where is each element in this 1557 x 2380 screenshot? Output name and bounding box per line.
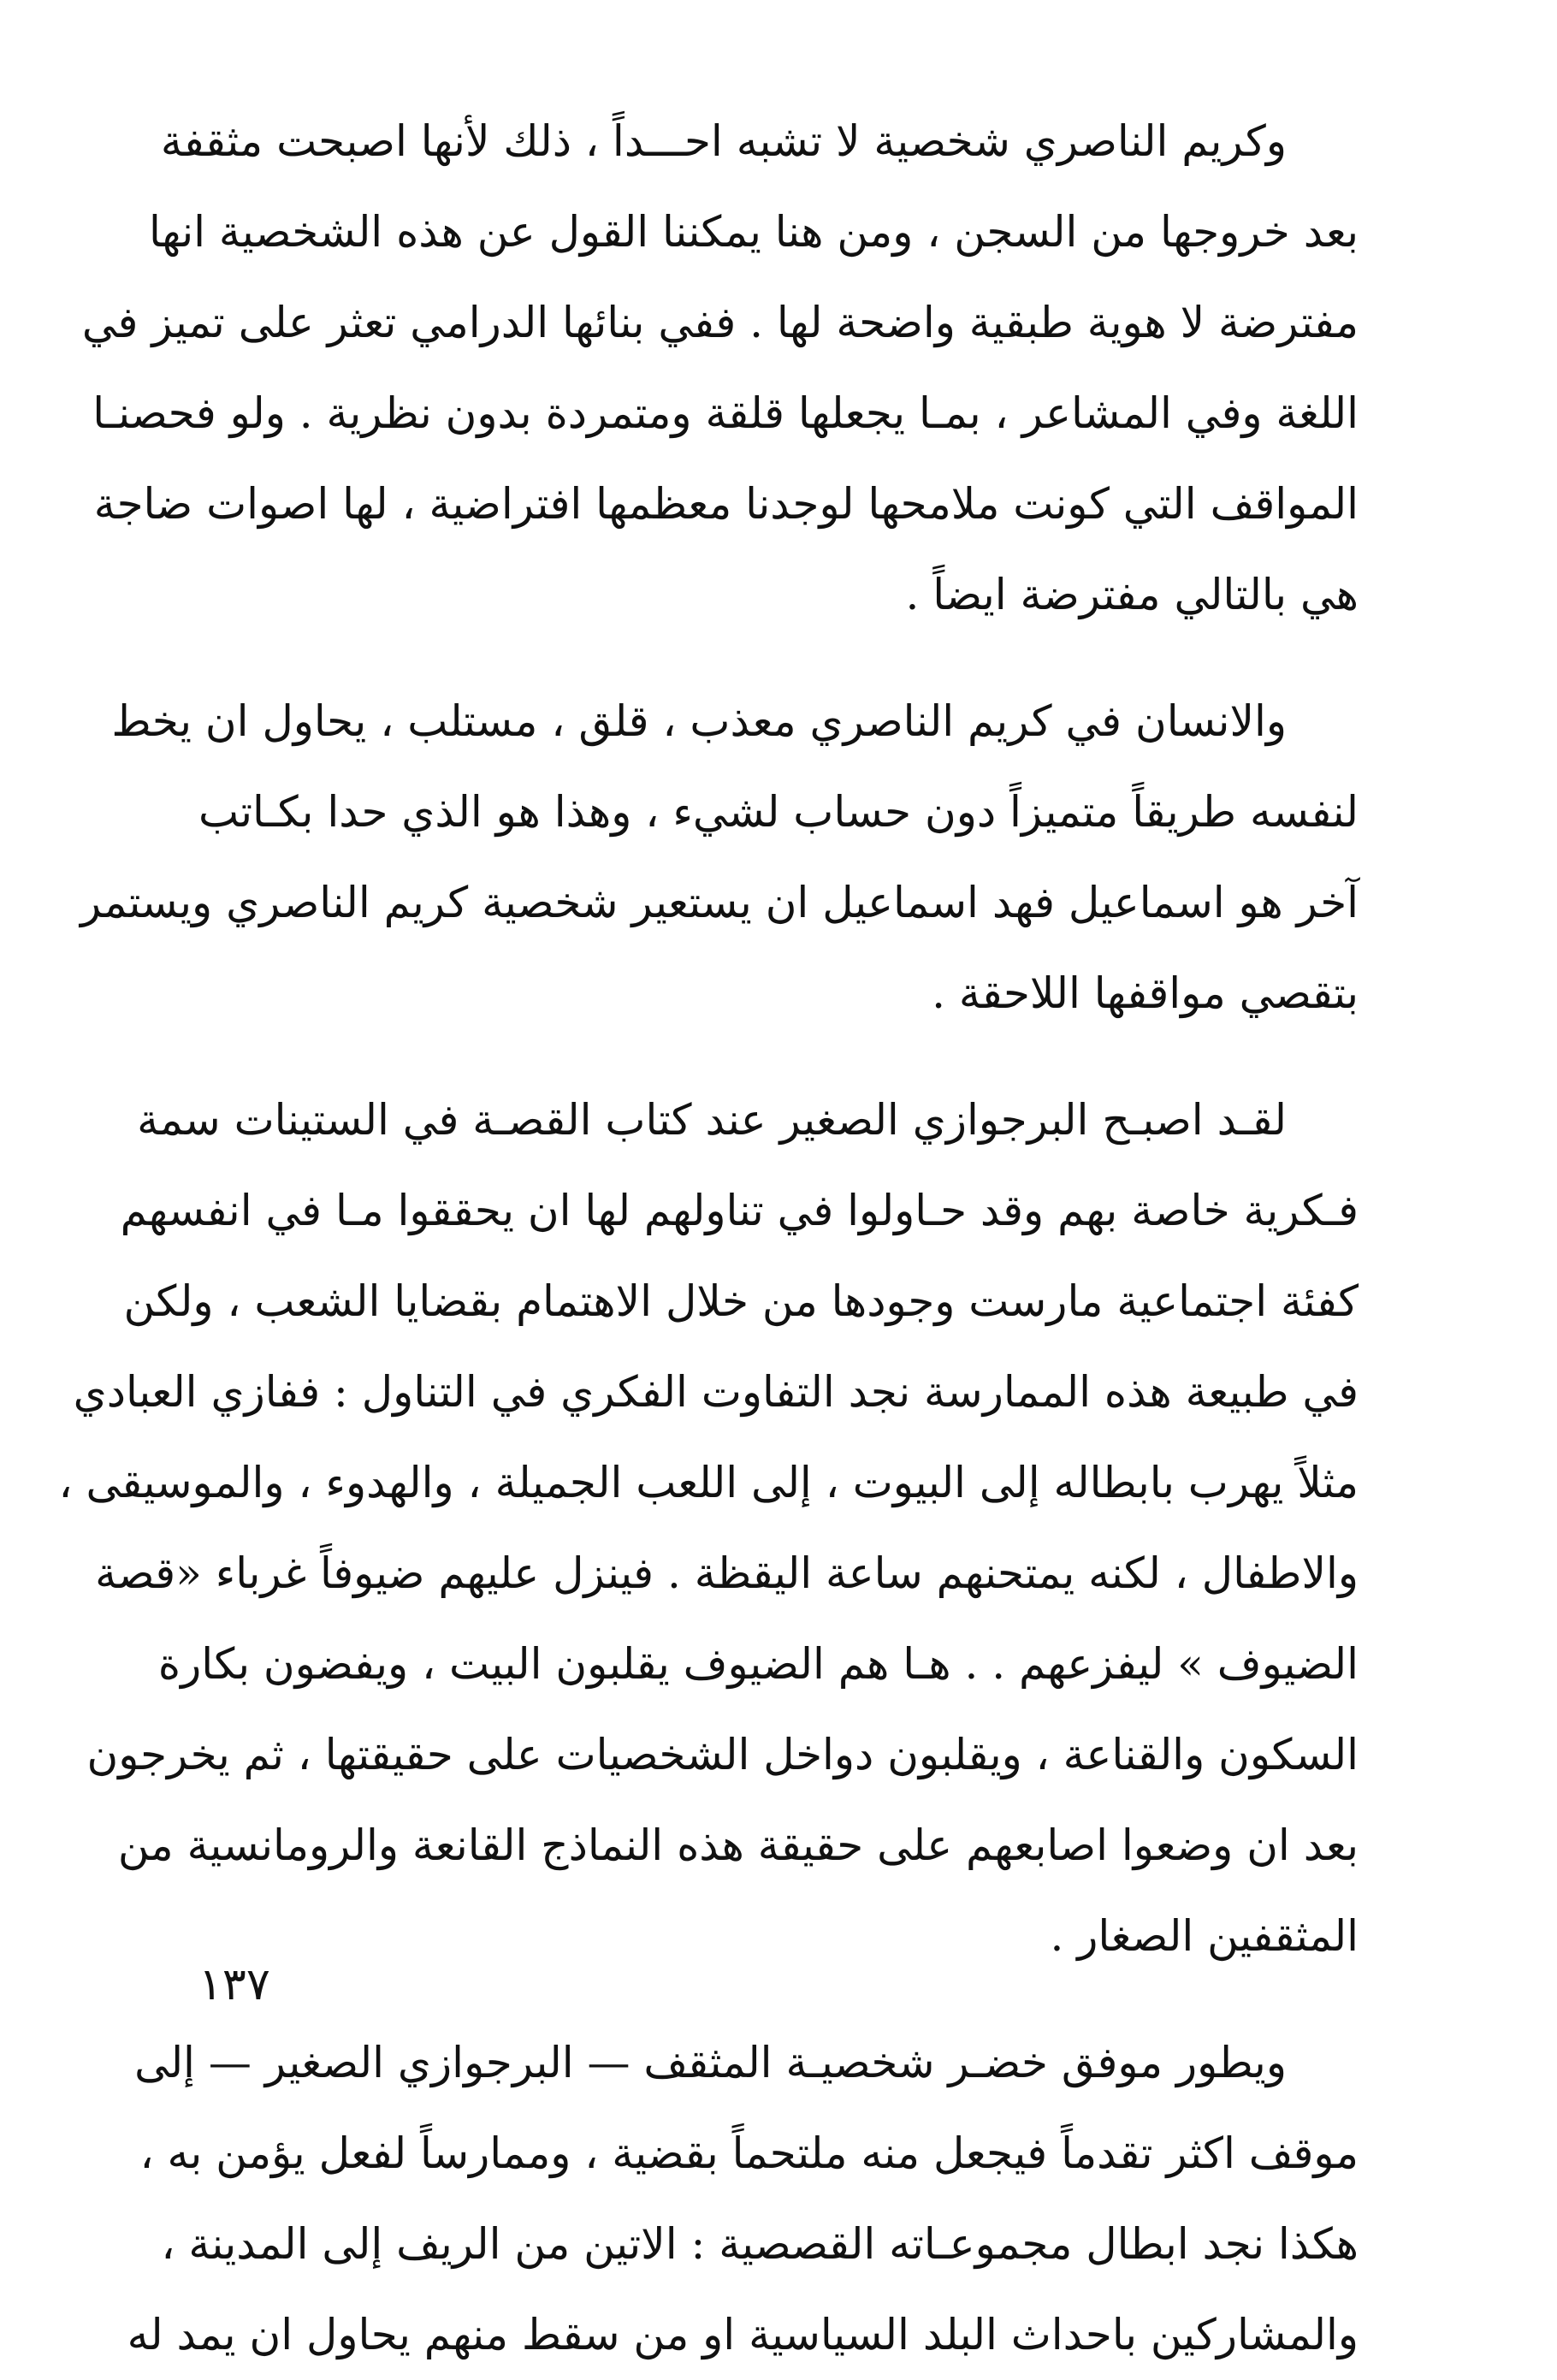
text-line: بتقصي مواقفها اللاحقة . (932, 968, 1359, 1018)
text-line: بعد خروجها من السجن ، ومن هنا يمكننا القول عن هذه الشخصية انها (148, 207, 1359, 257)
text-line: والانسان في كريم الناصري معذب ، قلق ، مستلب ، يحاول ان يخط (111, 696, 1287, 746)
paragraph-1 (81, 96, 1359, 640)
text-line: والمشاركين باحداث البلد السياسية او من سقط منهم يحاول ان يمد له (127, 2310, 1359, 2359)
text-line: بعد ان وضعوا اصابعهم على حقيقة هذه النماذج القانعة والرومانسية من (117, 1821, 1359, 1870)
text-line: آخر هو اسماعيل فهد اسماعيل ان يستعير شخصية كريم الناصري ويستمر (80, 878, 1359, 927)
text-line: هكذا نجد ابطال مجموعـاته القصصية : الاتين من الريف إلى المدينة ، (161, 2219, 1359, 2269)
body-text (58, 96, 1359, 2380)
text-line: ويطور موفق خضـر شخصيـة المثقف — البرجوازي الصغير — إلى (134, 2038, 1287, 2087)
paragraph-4 (127, 2017, 1359, 2380)
paragraph-2 (80, 676, 1359, 1039)
paragraph-spacer (198, 1039, 1359, 1075)
text-line: السكون والقناعة ، ويقلبون دواخل الشخصيات على حقيقتها ، ثم يخرجون (86, 1730, 1359, 1779)
text-line: فـكرية خاصة بهم وقد حـاولوا في تناولهم لها ان يحققوا مـا في انفسهم (120, 1186, 1359, 1235)
text-line: المواقف التي كونت ملامحها لوجدنا معظمها افتراضية ، لها اصوات ضاجة (93, 479, 1359, 529)
page-number: ١٣٧ (198, 1959, 270, 2010)
text-line: الضيوف » ليفزعهم . . هـا هم الضيوف يقلبون البيت ، ويفضون بكارة (157, 1639, 1359, 1689)
text-line: لقـد اصبـح البرجوازي الصغير عند كتاب القصـة في الستينات سمة (137, 1095, 1287, 1145)
text-line: مفترضة لا هوية طبقية واضحة لها . ففي بنائها الدرامي تعثر على تميز في (81, 298, 1359, 347)
text-line: موقف اكثر تقدماً فيجعل منه ملتحماً بقضية ، وممارساً لفعل يؤمن به ، (139, 2128, 1359, 2178)
text-line: اللغة وفي المشاعر ، بمـا يجعلها قلقة ومتمردة بدون نظرية . ولو فحصنـا (92, 388, 1359, 438)
text-line: وكريم الناصري شخصية لا تشبه احـــداً ، ذلك لأنها اصبحت مثقفة (160, 116, 1287, 166)
text-line: كفئة اجتماعية مارست وجودها من خلال الاهتمام بقضايا الشعب ، ولكن (123, 1276, 1359, 1326)
paragraph-spacer (198, 1981, 1359, 2017)
text-line: هي بالتالي مفترضة ايضاً . (905, 570, 1359, 619)
text-line: المثقفين الصغار . (1050, 1911, 1359, 1961)
paragraph-3 (58, 1075, 1359, 1981)
text-line: مثلاً يهرب بابطاله إلى البيوت ، إلى اللعب الجميلة ، والهدوء ، والموسيقى ، (58, 1458, 1359, 1507)
text-line: في طبيعة هذه الممارسة نجد التفاوت الفكري في التناول : ففازي العبادي (73, 1367, 1359, 1417)
text-line: والاطفال ، لكنه يمتحنهم ساعة اليقظة . فينزل عليهم ضيوفاً غرباء «قصة (95, 1548, 1359, 1598)
text-line: لنفسه طريقاً متميزاً دون حساب لشيء ، وهذا هو الذي حدا بكـاتب (198, 787, 1359, 837)
paragraph-spacer (198, 640, 1359, 676)
